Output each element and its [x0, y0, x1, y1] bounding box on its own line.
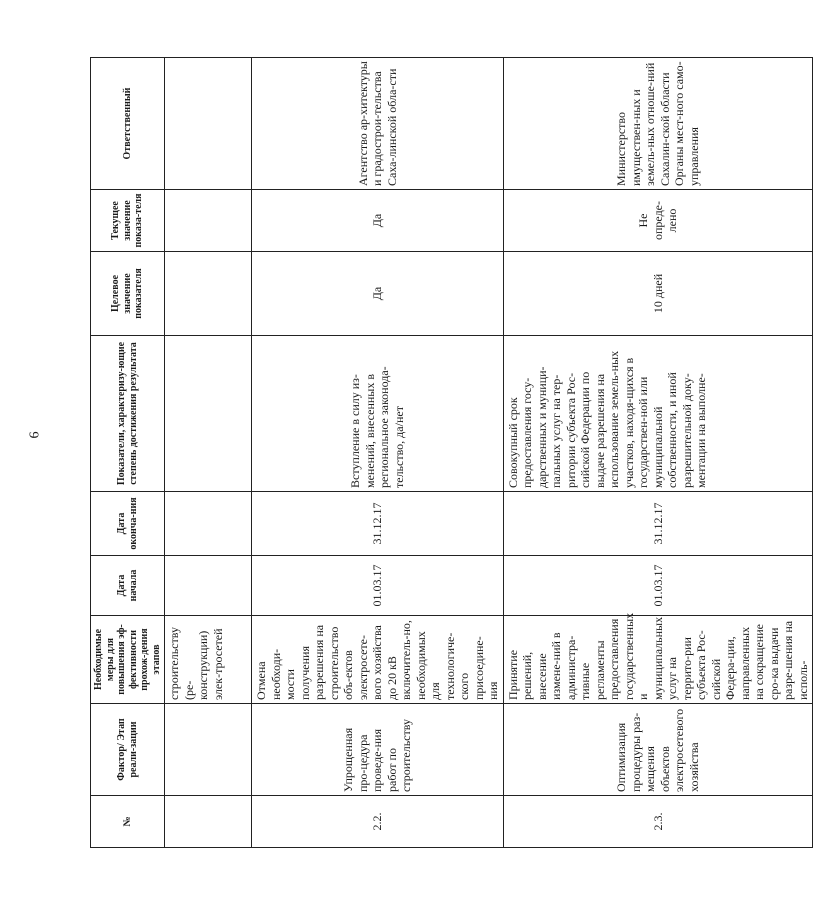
cell-indicator: Совокупный срок предоставления госу-дарственных и муници-пальных услуг на тер-ритории субъекта Рос-сийской Федерации по выдаче разрешения на использование земель-ных участков, находя-щихся в государствен-ной или муниципальной собственности, и иной разрешительной доку-ментации на выполне- [503, 336, 813, 492]
cell-number: 2.2. [252, 796, 504, 848]
header-target: Целевое значение показателя [91, 252, 165, 336]
cell-end-date: 31.12.17 [503, 492, 813, 556]
header-measures: Необходимые меры для повышения эф-фективности прохож-дения этапов [91, 616, 165, 704]
cell-start-date: 01.03.17 [503, 556, 813, 616]
header-indicator: Показатели, характеризу-ющие степень достижения результата [91, 336, 165, 492]
cell-indicator [165, 336, 252, 492]
header-start-date: Дата начала [91, 556, 165, 616]
cell-current: Да [252, 190, 504, 252]
cell-indicator: Вступление в силу из-менений, внесенных в региональное законода-тельство, да/нет [252, 336, 504, 492]
table-row [503, 58, 813, 848]
cell-number [165, 796, 252, 848]
cell-responsible: Агентство ар-хитектуры и градострои-тельства Саха-линской обла-сти [252, 58, 504, 190]
page-number: 6 [27, 431, 43, 439]
cell-measures: Принятие решений, внесение измене-ний в администра-тивные регламенты предоставления государственных и муниципальных услуг на террито-рии субъекта Рос-сийской Федера-ции, направленных на сокращение сро-ка выдачи разре-шения на исполь- [503, 616, 813, 704]
cell-target: Да [252, 252, 504, 336]
cell-target [165, 252, 252, 336]
table-header-row [91, 58, 165, 848]
cell-stage [165, 704, 252, 796]
cell-current [165, 190, 252, 252]
cell-end-date [165, 492, 252, 556]
cell-start-date: 01.03.17 [252, 556, 504, 616]
cell-current: Не опреде-лено [503, 190, 813, 252]
cell-responsible: Министерство имуществен-ных и земель-ных отноше-ний Сахалин-ской области Органы мест-ного само-управления [503, 58, 813, 190]
cell-measures: Отмена необходи-мости получения разрешения на строительство объ-ектов электросете-вого хозяйства до 20 кВ включитель-но, необходимых для технологиче-ского присоедине-ния [252, 616, 504, 704]
table-row [252, 58, 504, 848]
header-current: Текущее значение показа-теля [91, 190, 165, 252]
cell-target: 10 дней [503, 252, 813, 336]
header-stage: Фактор/ Этап реали-зации [91, 704, 165, 796]
document-table-container [90, 58, 810, 848]
header-number: № [91, 796, 165, 848]
cell-start-date [165, 556, 252, 616]
cell-end-date: 31.12.17 [252, 492, 504, 556]
measures-table [90, 57, 813, 848]
header-responsible: Ответственный [91, 58, 165, 190]
cell-measures: строительству (ре-конструкции) элек-тросетей [165, 616, 252, 704]
cell-stage: Оптимизация процедуры раз-мещения объектов электросетевого хозяйства [503, 704, 813, 796]
cell-responsible [165, 58, 252, 190]
table-row [165, 58, 252, 848]
header-end-date: Дата оконча-ния [91, 492, 165, 556]
cell-stage: Упрощенная про-цедура проведе-ния работ по строительству [252, 704, 504, 796]
cell-number: 2.3. [503, 796, 813, 848]
